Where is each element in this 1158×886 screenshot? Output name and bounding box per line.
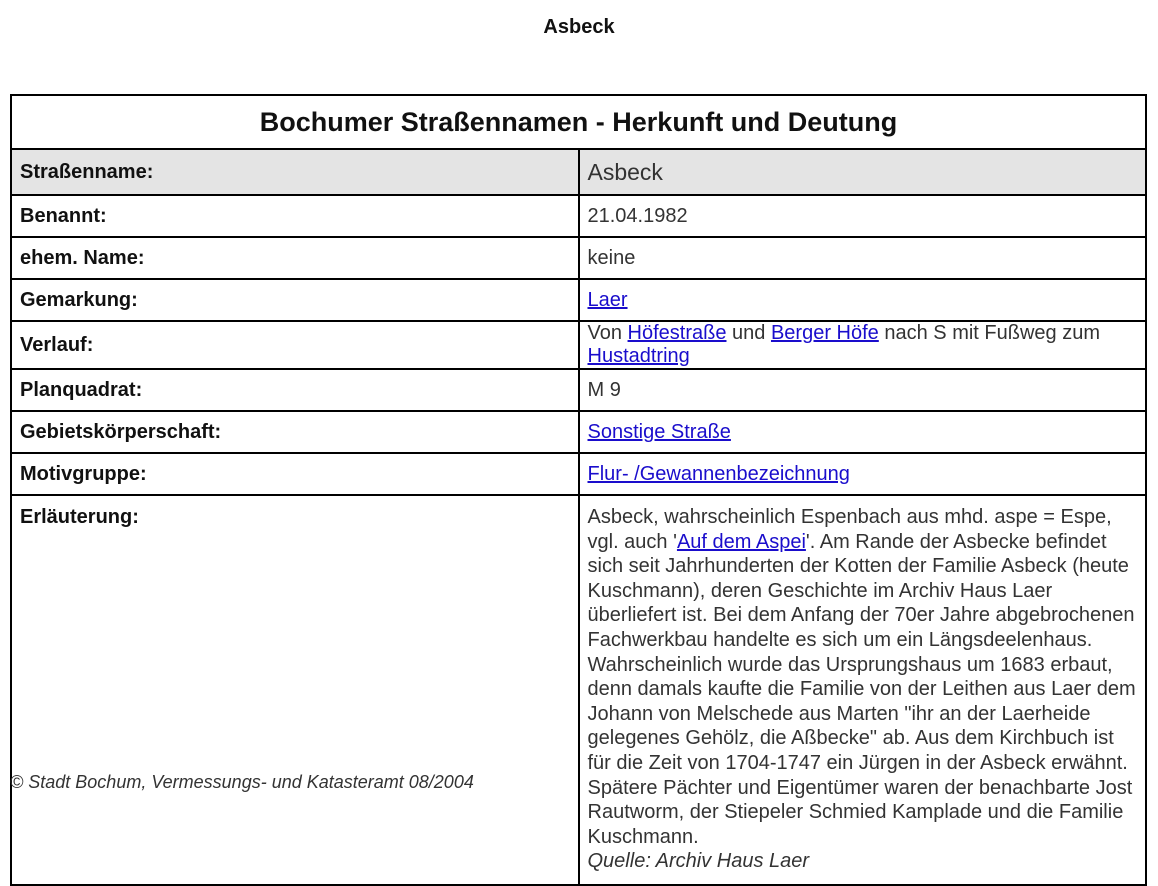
- planquadrat-label: Planquadrat:: [11, 369, 579, 411]
- table-row: [11, 237, 1146, 279]
- strassenname-value: Asbeck: [579, 149, 1147, 195]
- table-row: [11, 321, 1146, 369]
- flurbezeichnung-link[interactable]: Flur- /Gewannenbezeichnung: [587, 462, 850, 485]
- gebiet-label: Gebietskörperschaft:: [11, 411, 579, 453]
- gemarkung-value: [579, 279, 1147, 321]
- table-row: [11, 453, 1146, 495]
- erlaeuterung-text: '. Am Rande der Asbecke befindet sich seit Jahrhunderten der Kotten der Familie Asbeck (heute Kuschmann), deren Geschichte im Archiv Haus Laer überliefert ist. Bei dem Anfang der 70er Jahre abgebrochenen Fachwerkbau handelte es sich um ein Längsdeelenhaus. Wahrscheinlich wurde das Ursprungshaus um 1683 erbaut, denn damals kaufte die Familie von der Leithen aus Laer dem Johann von Melschede aus Marten "ihr an der Laerheide gelegenes Gehölz, die Aßbecke" ab. Aus dem Kirchbuch ist für die Zeit von 1704-1747 ein Jürgen in der Asbeck erwähnt. Spätere Pächter und Eigentümer waren der benachbarte Jost Rautworm, der Stiepeler Schmied Kamplade und die Familie Kuschmann.: [587, 530, 1136, 848]
- page-title: Asbeck: [543, 16, 615, 38]
- street-info-table: [10, 94, 1147, 886]
- table-row: [11, 369, 1146, 411]
- quelle-text: Quelle: Archiv Haus Laer: [587, 850, 810, 873]
- table-header-row: [11, 95, 1146, 149]
- copyright-footer: © Stadt Bochum, Vermessungs- und Katasteramt 08/2004: [10, 772, 474, 792]
- erlaeuterung-label: Erläuterung:: [11, 495, 579, 885]
- table-title: Bochumer Straßennamen - Herkunft und Deutung: [11, 95, 1146, 149]
- auf-dem-aspei-link[interactable]: Auf dem Aspei: [676, 530, 806, 553]
- verlauf-text: und: [726, 322, 771, 344]
- gemarkung-label: Gemarkung:: [11, 279, 579, 321]
- motivgruppe-value: [579, 453, 1147, 495]
- strassenname-label: Straßenname:: [11, 149, 579, 195]
- table-row: [11, 149, 1146, 195]
- benannt-value: 21.04.1982: [579, 195, 1147, 237]
- table-row: [11, 411, 1146, 453]
- berger-hoefe-link[interactable]: Berger Höfe: [770, 322, 879, 344]
- table-row: [11, 279, 1146, 321]
- hustadtring-link[interactable]: Hustadtring: [587, 345, 690, 367]
- hoefestrasse-link[interactable]: Höfestraße: [627, 322, 727, 344]
- table-row: [11, 495, 1146, 885]
- sonstige-strasse-link[interactable]: Sonstige Straße: [587, 420, 731, 443]
- verlauf-value: [579, 321, 1147, 369]
- gemarkung-link[interactable]: Laer: [587, 288, 628, 311]
- ehem-name-label: ehem. Name:: [11, 237, 579, 279]
- planquadrat-value: M 9: [579, 369, 1147, 411]
- verlauf-label: Verlauf:: [11, 321, 579, 369]
- verlauf-text: Von: [587, 322, 628, 344]
- gebiet-value: [579, 411, 1147, 453]
- table-row: [11, 195, 1146, 237]
- ehem-name-value: keine: [579, 237, 1147, 279]
- erlaeuterung-value: [579, 495, 1147, 885]
- benannt-label: Benannt:: [11, 195, 579, 237]
- motivgruppe-label: Motivgruppe:: [11, 453, 579, 495]
- verlauf-text: nach S mit Fußweg zum: [878, 322, 1100, 344]
- erlaeuterung-text: Asbeck, wahrscheinlich Espenbach aus mhd. aspe = Espe, vgl. auch ': [587, 506, 1112, 553]
